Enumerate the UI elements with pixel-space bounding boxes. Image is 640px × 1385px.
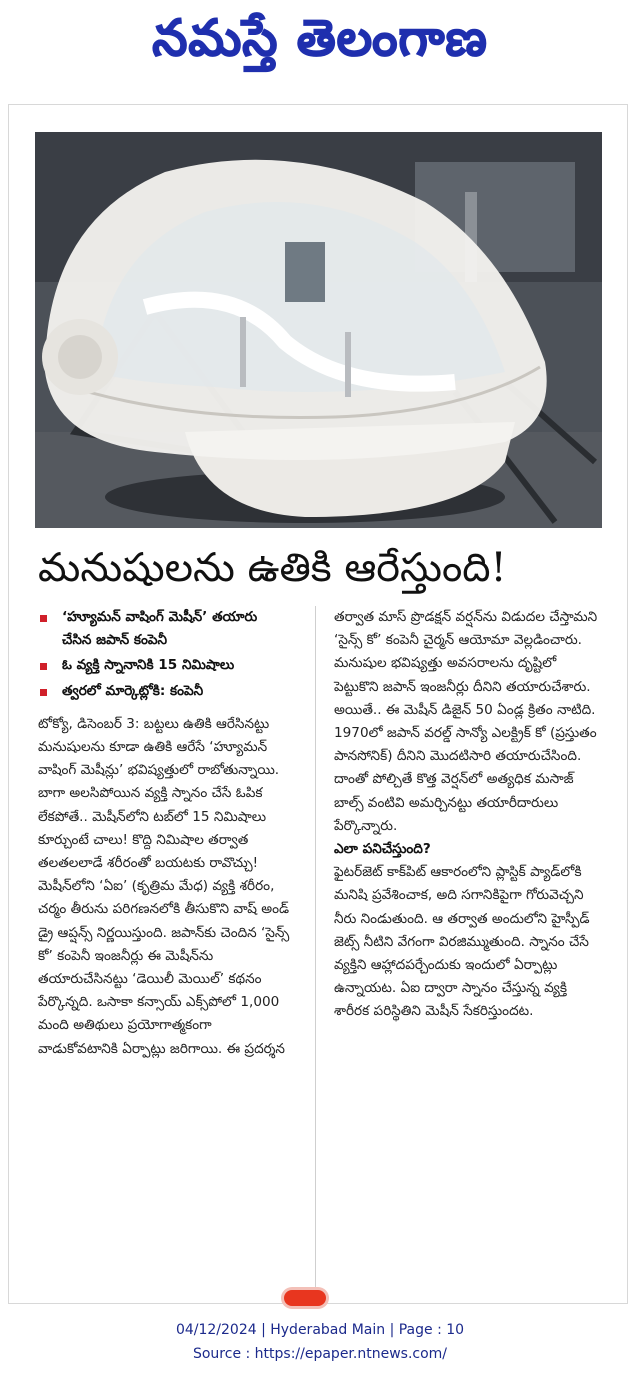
column-divider: [315, 606, 316, 1292]
article-body-right-continued: ఫైటర్‌జెట్ కాక్‌పిట్ ఆకారంలోని ప్లాస్టిక్ ప్యాడ్‌లోకి మనిషి ప్రవేశించాక, అది సగానికిపైగా గోరువెచ్చని నీరు నిండుతుంది. ఆ తర్వాత అందులోని హైస్పీడ్ జెట్స్ నీటిని వేగంగా విరజిమ్ముతుంది. స్నానం చేసే వ్యక్తిని ఆహ్లాదపర్చేందుకు ఇందులో ఏర్పాట్లు ఉన్నాయట. ఏఐ ద్వారా స్నానం చేస్తున్న వ్యక్తి శారీరక పరిస్థితిని మెషీన్ సేకరిస్తుందట.: [334, 864, 590, 1020]
article-body-left: టోక్యో, డిసెంబర్ 3: బట్టలు ఉతికి ఆరేసినట్టు మనుషులను కూడా ఉతికి ఆరేసే ‘హ్యూమన్ వాషింగ్ మెషీన్లు’ భవిష్యత్తులో రాబోతున్నాయి. బాగా అలసిపోయిన వ్యక్తి స్నానం చేసే ఓపిక లేకపోతే.. మెషీన్‌లోని టబ్‌లో 15 నిమిషాలు కూర్చుంటే చాలు! కొద్ది నిమిషాల తర్వాత తలతలలాడే శరీరంతో బయటకు రావొచ్చు! మెషీన్‌లోని ‘ఏఐ’ (కృత్రిమ మేధ) వ్యక్తి శరీరం, చర్మం తీరును పరిగణనలోకి తీసుకొని వాష్ అండ్ డ్రై ఆప్షన్స్ నిర్ణయిస్తుంది. జపాన్‌కు చెందిన ‘సైన్స్ కో’ కంపెనీ ఇంజనీర్లు ఈ మెషీన్‌ను తయారుచేసినట్టు ‘డెయిలీ మెయిల్’ కథనం పేర్కొన్నది. ఒసాకా కన్సాయ్ ఎక్స్‌పోలో 1,000 మంది అతిథులు ప్రయోగాత్మకంగా వాడుకోవటానికి ఏర్పాట్లు జరిగాయి. ఈ ప్రదర్శన: [38, 715, 290, 1057]
article-headline: మనుషులను ఉతికి ఆరేస్తుంది!: [38, 545, 507, 591]
right-column: [334, 606, 602, 1024]
bullet-text: ‘హ్యూమన్ వాషింగ్ మెషీన్’ తయారు చేసిన జపాన్ కంపెనీ: [62, 609, 258, 649]
left-column: [38, 606, 290, 1061]
bullet-point: [38, 680, 290, 703]
article-subhead: ఎలా పనిచేస్తుంది?: [334, 841, 431, 858]
article-photo: [35, 132, 602, 528]
masthead: [0, 0, 640, 88]
bullet-text: ఓ వ్యక్తి స్నానానికి 15 నిమిషాలు: [62, 657, 235, 674]
masthead-title: నమస్తే తెలంగాణ: [152, 8, 488, 67]
red-square-bullet-icon: [40, 663, 47, 670]
article-body-right: తర్వాత మాస్ ప్రొడక్షన్ వర్షన్‌ను విడుదల చేస్తామని ‘సైన్స్ కో’ కంపెనీ చైర్మన్ ఆయోమా వెల్లడించారు. మనుషుల భవిష్యత్తు అవసరాలను దృష్టిలో పెట్టుకొని జపాన్ ఇంజనీర్లు దీనిని తయారుచేశారు. అయితే.. ఈ మెషీన్ డిజైన్ 50 ఏండ్ల క్రితం నాటిది. 1970లో జపాన్ వరల్డ్ సాన్యో ఎలక్ట్రిక్ కో (ప్రస్తుతం పానసోనిక్) దీనిని మొదటిసారి తయారుచేసింది. దాంతో పోల్చితే కొత్త వెర్షన్‌లో అత్యధిక మసాజ్ బాల్స్ వంటివి అమర్చినట్టు తయారీదారులు పేర్కొన్నారు.: [334, 609, 598, 834]
bullet-point: [38, 654, 290, 677]
red-square-bullet-icon: [40, 615, 47, 622]
footer-source: Source : https://epaper.ntnews.com/: [192, 1346, 448, 1362]
bullet-point: [38, 606, 290, 652]
red-square-bullet-icon: [40, 689, 47, 696]
footer-edition-info: 04/12/2024 | Hyderabad Main | Page : 10: [175, 1322, 465, 1338]
bullet-text: త్వరలో మార్కెట్లోకి: కంపెనీ: [62, 682, 204, 699]
washing-pod-illustration: [35, 132, 602, 528]
page-marker-pill: [284, 1290, 326, 1306]
